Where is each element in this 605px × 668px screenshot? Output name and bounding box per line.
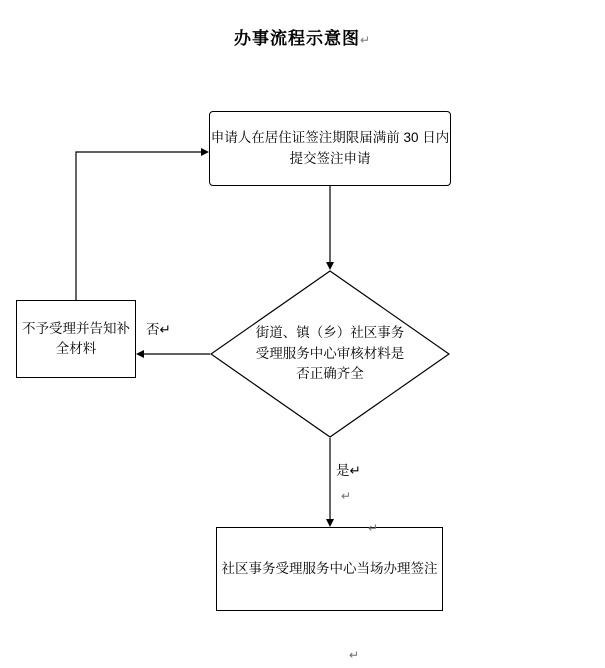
node-reject-and-notify xyxy=(16,300,136,378)
paragraph-mark-no: ↵ xyxy=(159,322,171,337)
edge-label-no xyxy=(146,318,171,338)
edge-label-yes xyxy=(336,459,361,479)
node-review-decision xyxy=(210,270,450,438)
node-process-endorsement xyxy=(216,527,443,611)
node-reject-and-notify-label: 不予受理并告知补全材料 xyxy=(22,320,130,356)
node-process-endorsement-label: 社区事务受理服务中心当场办理签注 xyxy=(221,560,438,576)
paragraph-mark-yes: ↵ xyxy=(349,463,361,478)
edge-label-no-text: 否 xyxy=(146,322,160,337)
paragraph-mark-title: ↵ xyxy=(359,33,372,47)
diagram-title-text: 办事流程示意图 xyxy=(233,29,360,48)
paragraph-mark-2: ↵ xyxy=(341,489,352,503)
node-submit-application xyxy=(209,111,451,186)
node-submit-application-label: 申请人在居住证签注期限届满前 30 日内提交签注申请 xyxy=(210,130,450,166)
paragraph-mark-1: ↵ xyxy=(368,521,379,535)
diagram-title xyxy=(0,24,605,49)
node-review-decision-label: 街道、镇（乡）社区事务受理服务中心审核材料是否正确齐全 xyxy=(255,324,405,382)
paragraph-mark-3: ↵ xyxy=(349,648,360,662)
edge-label-yes-text: 是 xyxy=(336,463,350,478)
